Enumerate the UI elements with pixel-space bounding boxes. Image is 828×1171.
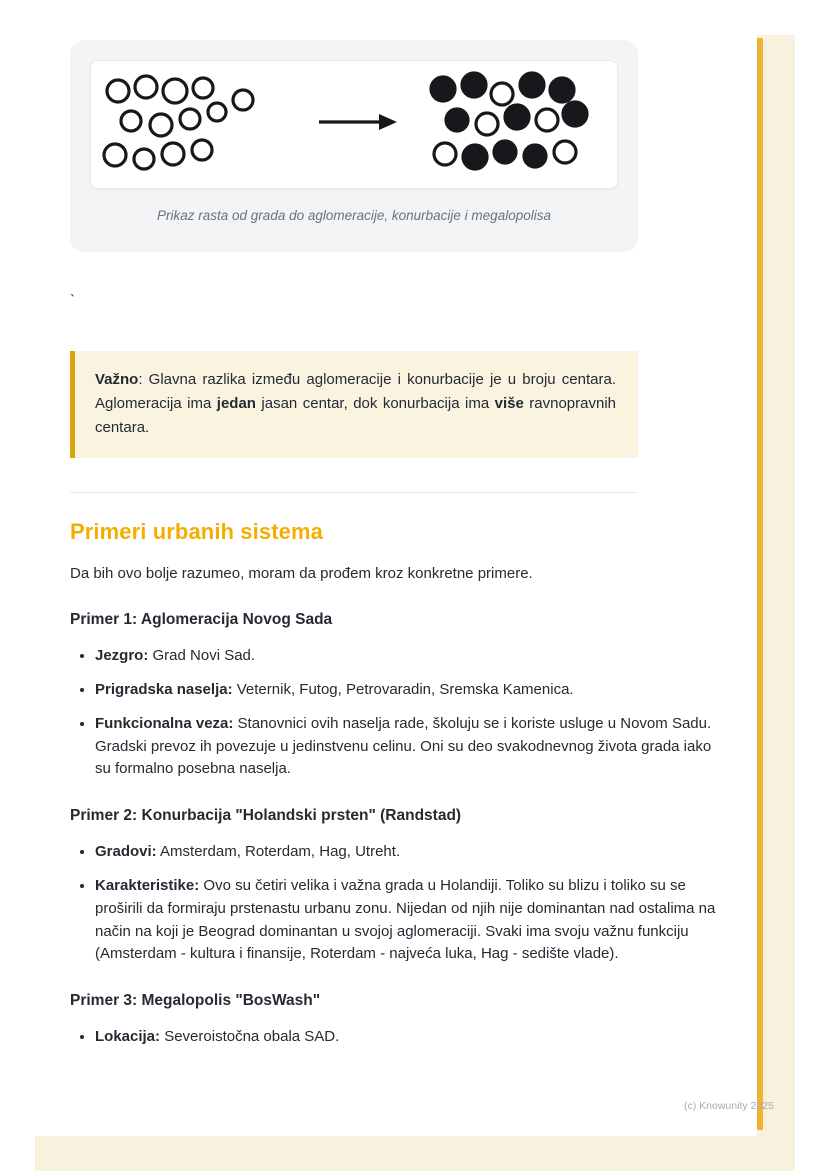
figure-card	[70, 40, 638, 252]
primer-2-title: Primer 2: Konurbacija "Holandski prsten" (Randstad)	[70, 807, 462, 825]
item-text: Amsterdam, Roterdam, Hag, Utreht.	[160, 843, 401, 861]
watermark: (c) Knowunity 2025	[684, 1100, 774, 1112]
item-label: Karakteristike:	[95, 877, 200, 895]
item-text: Grad Novi Sad.	[152, 647, 256, 665]
figure-caption: Prikaz rasta od grada do aglomeracije, konurbacije i megalopolisa	[157, 208, 551, 223]
list-item	[95, 645, 720, 668]
item-label: Gradovi:	[95, 843, 157, 861]
list-item	[95, 1026, 720, 1049]
item-text: Stanovnici ovih naselja rade, školuju se i koriste usluge u Novom Sadu. Gradski prevoz ih povezuje u jedinstvenu celinu. Oni su deo svakodnevnog života grada iako su formalno posebna naselja.	[95, 714, 712, 778]
list-item	[95, 713, 720, 781]
callout-bold-vise: više	[494, 395, 524, 413]
list-item	[95, 679, 720, 702]
item-label: Funkcionalna veza:	[95, 714, 234, 732]
callout-bold-vazno: Važno	[95, 370, 139, 388]
important-callout	[70, 351, 638, 458]
item-text: Severoistočna obala SAD.	[164, 1028, 340, 1046]
item-label: Jezgro:	[95, 647, 149, 665]
section-heading: Primeri urbanih sistema	[70, 518, 323, 544]
stray-backtick-text: `	[70, 291, 75, 309]
item-label: Prigradska naselja:	[95, 681, 233, 699]
growth-figure-svg	[91, 61, 617, 188]
growth-figure-image	[90, 60, 618, 189]
primer-3-title: Primer 3: Megalopolis "BosWash"	[70, 992, 321, 1010]
item-text: Veternik, Futog, Petrovaradin, Sremska Kamenica.	[236, 681, 574, 699]
intro-paragraph: Da bih ovo bolje razumeo, moram da prođem kroz konkretne primere.	[70, 564, 533, 582]
callout-text: Važno: Glavna razlika između aglomeracije i konurbacije je u broju centara. Aglomeracija ima jedan jasan centar, dok konurbacija ima više ravnopravnih centara.	[95, 370, 616, 437]
section-divider	[70, 492, 638, 493]
page-edge-gold-line	[757, 38, 763, 1130]
arrow-icon	[319, 114, 397, 130]
item-text: Ovo su četiri velika i važna grada u Holandiji. Toliko su blizu i toliko su se proširili da formiraju prstenastu urbanu zonu. Nijedan od njih nije dominantan nad ostalima na način na koji je Beograd dominantan u svojoj aglomeraciji. Svaki ima svoju važnu funkciju (Amsterdam - kultura i finansije, Roterdam - najveća luka, Hag - sedište vlade).	[95, 877, 716, 963]
primer-3-list	[70, 1026, 720, 1049]
primer-1-list	[70, 645, 720, 781]
list-item	[95, 875, 720, 966]
primer-2-list	[70, 841, 720, 966]
item-label: Lokacija:	[95, 1028, 161, 1046]
list-item	[95, 841, 720, 864]
primer-1-title: Primer 1: Aglomeracija Novog Sada	[70, 611, 333, 629]
callout-bold-jedan: jedan	[216, 395, 256, 413]
